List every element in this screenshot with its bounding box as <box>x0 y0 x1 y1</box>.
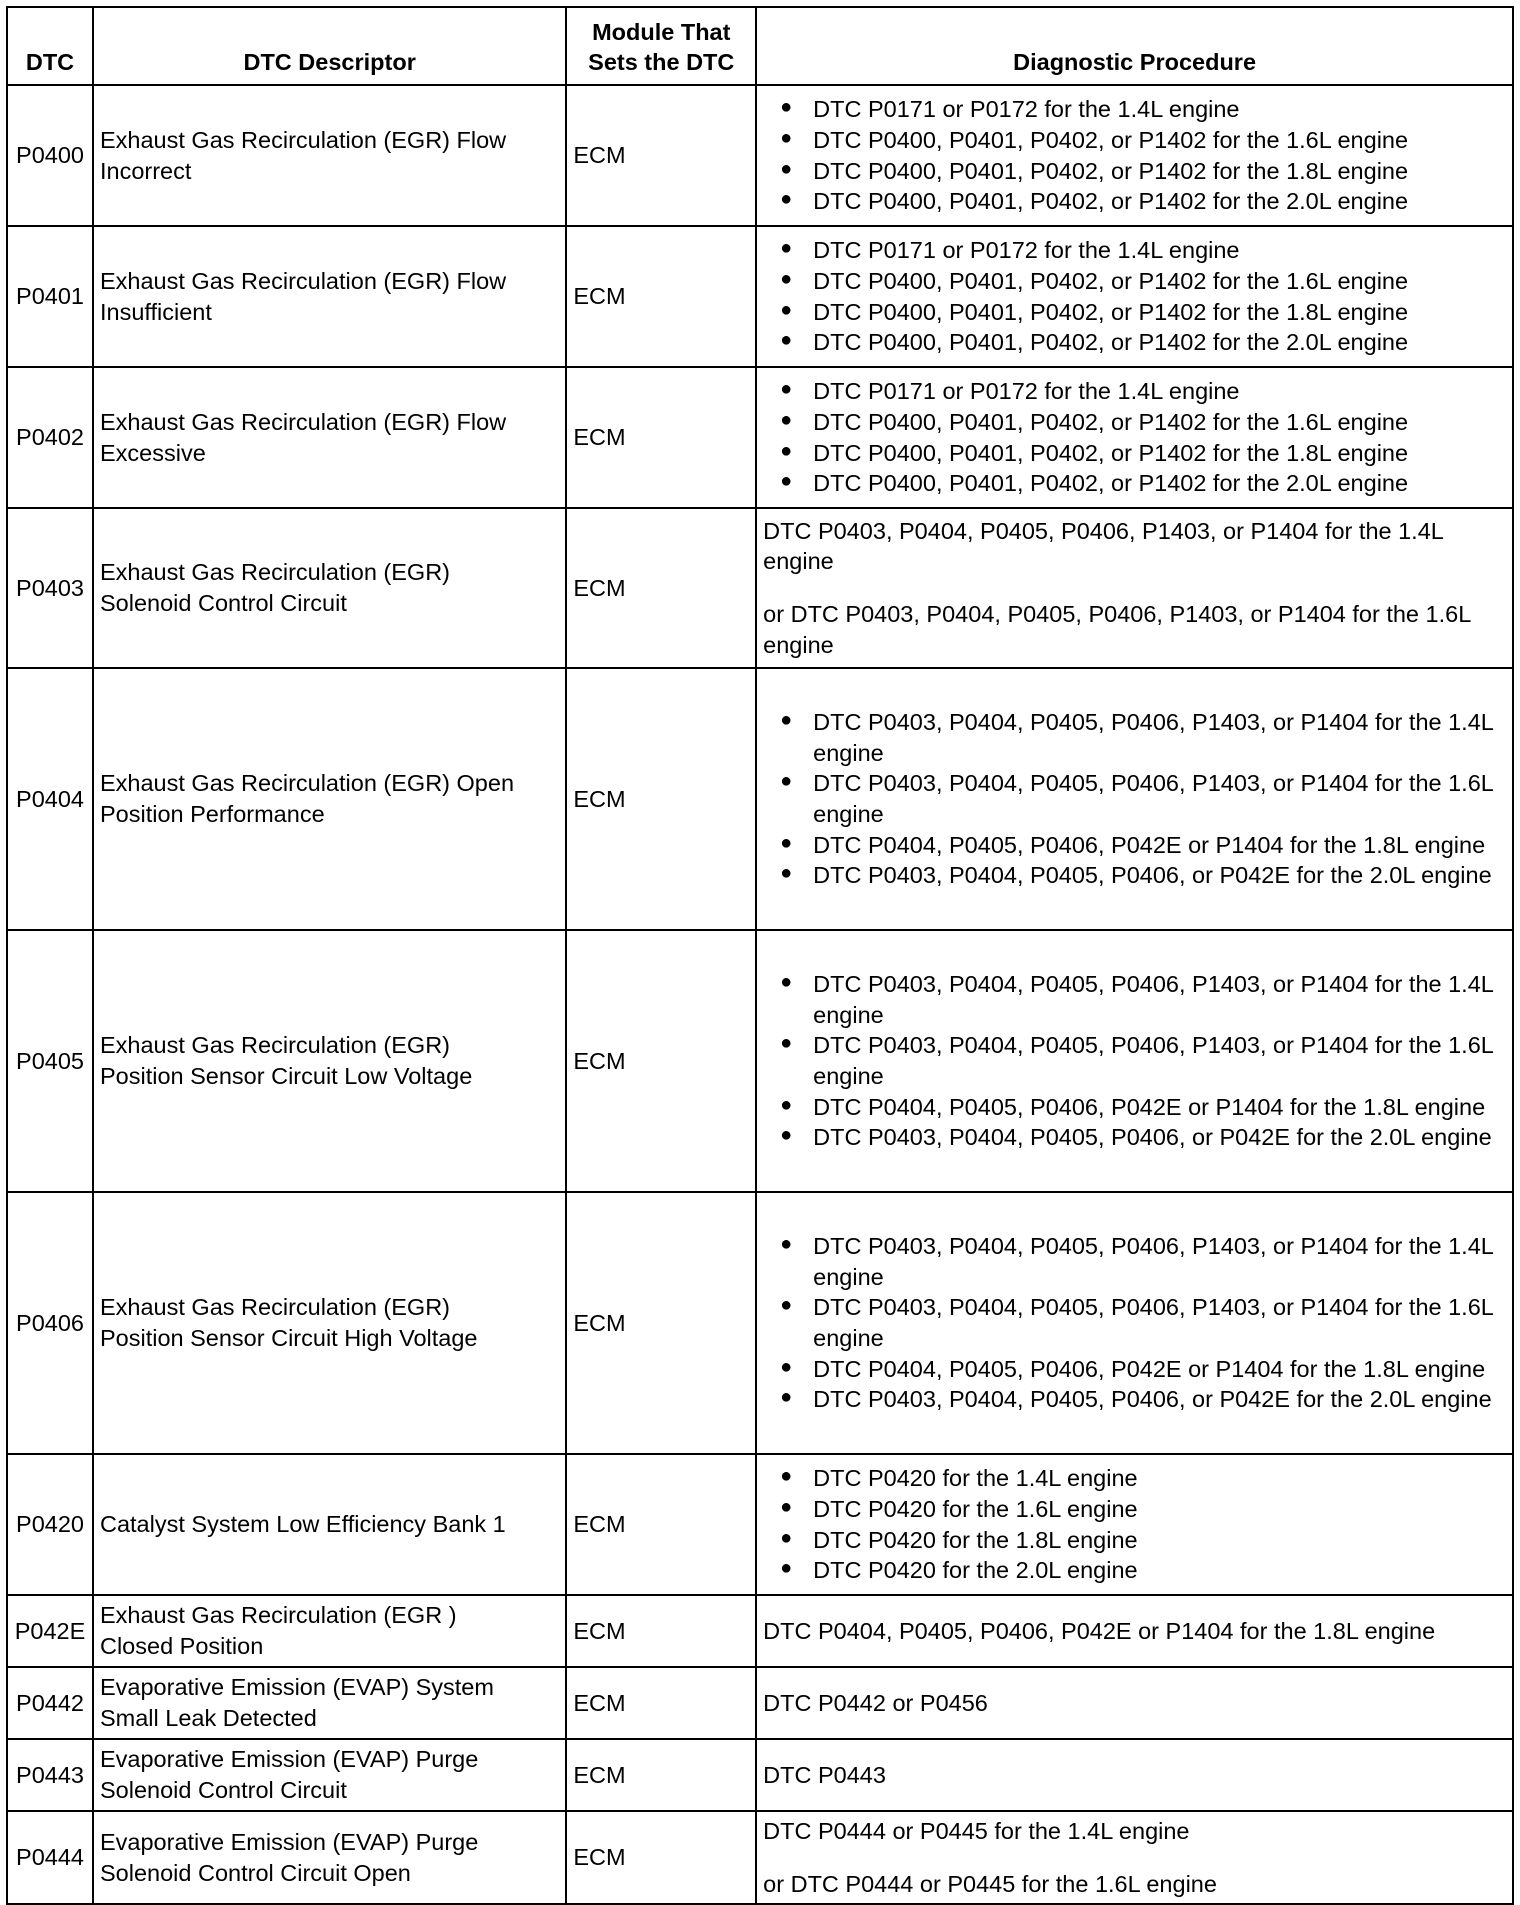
procedure-list <box>763 376 1506 498</box>
module-cell: ECM <box>566 226 756 367</box>
procedure-item: ● DTC P0403, P0404, P0405, P0406, or P042E for the 2.0L engine <box>813 860 1506 891</box>
dtc-code: P0401 <box>7 226 93 367</box>
dtc-code: P0404 <box>7 668 93 930</box>
dtc-descriptor <box>93 367 566 508</box>
dtc-code: P0402 <box>7 367 93 508</box>
dtc-descriptor <box>93 1192 566 1454</box>
descriptor-line: Insufficient <box>99 298 212 325</box>
diagnostic-procedure <box>756 668 1513 930</box>
procedure-item: ● DTC P0403, P0404, P0405, P0406, P1403, or P1404 for the 1.6L engine <box>813 1292 1506 1353</box>
header-procedure: Diagnostic Procedure <box>756 7 1513 85</box>
table-row <box>7 226 1513 367</box>
descriptor-line: Exhaust Gas Recirculation (EGR) <box>99 1032 450 1059</box>
dtc-code: P0420 <box>7 1454 93 1595</box>
diagnostic-procedure <box>756 1739 1513 1811</box>
module-cell: ECM <box>566 367 756 508</box>
table-row <box>7 668 1513 930</box>
descriptor-line: Position Performance <box>99 801 325 827</box>
procedure-list <box>763 235 1506 357</box>
descriptor-line: Position Sensor Circuit High Voltage <box>99 1325 478 1351</box>
dtc-code: P0443 <box>7 1739 93 1811</box>
descriptor-line: Exhaust Gas Recirculation (EGR) Open <box>99 770 515 797</box>
descriptor-line: Exhaust Gas Recirculation (EGR) Flow <box>99 126 507 153</box>
dtc-descriptor <box>93 1595 566 1667</box>
dtc-descriptor <box>93 930 566 1192</box>
dtc-descriptor <box>93 1739 566 1811</box>
procedure-item: ● DTC P0171 or P0172 for the 1.4L engine <box>813 94 1506 125</box>
module-cell: ECM <box>566 85 756 226</box>
descriptor-line: Solenoid Control Circuit <box>99 1777 347 1803</box>
module-cell: ECM <box>566 1454 756 1595</box>
procedure-item: ● DTC P0404, P0405, P0406, P042E or P1404 for the 1.8L engine <box>813 1092 1506 1123</box>
procedure-text: or DTC P0444 or P0445 for the 1.6L engine <box>763 1870 1217 1897</box>
module-cell: ECM <box>566 1595 756 1667</box>
procedure-list <box>763 1231 1506 1414</box>
header-dtc: DTC <box>7 7 93 85</box>
procedure-item: ● DTC P0420 for the 1.4L engine <box>813 1463 1506 1494</box>
header-descriptor: DTC Descriptor <box>93 7 566 85</box>
descriptor-line: Solenoid Control Circuit <box>99 590 347 616</box>
dtc-code: P042E <box>7 1595 93 1667</box>
header-module-line1: Module That <box>592 18 731 45</box>
procedure-item: ● DTC P0404, P0405, P0406, P042E or P1404 for the 1.8L engine <box>813 1354 1506 1385</box>
descriptor-line: Exhaust Gas Recirculation (EGR) <box>99 1294 450 1321</box>
procedure-item: ● DTC P0400, P0401, P0402, or P1402 for the 1.8L engine <box>813 438 1506 469</box>
procedure-text: DTC P0403, P0404, P0405, P0406, P1403, or P1404 for the 1.4L engine <box>763 517 1443 575</box>
dtc-descriptor <box>93 508 566 668</box>
table-row <box>7 1454 1513 1595</box>
dtc-descriptor <box>93 1811 566 1904</box>
table-row <box>7 1192 1513 1454</box>
header-module <box>566 7 756 85</box>
diagnostic-procedure <box>756 1667 1513 1739</box>
procedure-list <box>763 707 1506 890</box>
table-row <box>7 930 1513 1192</box>
dtc-descriptor <box>93 668 566 930</box>
procedure-item: ● DTC P0403, P0404, P0405, P0406, P1403, or P1404 for the 1.4L engine <box>813 1231 1506 1292</box>
diagnostic-procedure <box>756 367 1513 508</box>
diagnostic-procedure <box>756 508 1513 668</box>
descriptor-line: Exhaust Gas Recirculation (EGR) Flow <box>99 267 507 294</box>
procedure-item: ● DTC P0400, P0401, P0402, or P1402 for the 1.6L engine <box>813 125 1506 156</box>
diagnostic-procedure <box>756 1192 1513 1454</box>
table-row <box>7 1595 1513 1667</box>
procedure-item: ● DTC P0400, P0401, P0402, or P1402 for the 1.6L engine <box>813 266 1506 297</box>
descriptor-line: Exhaust Gas Recirculation (EGR) <box>99 559 450 586</box>
procedure-item: ● DTC P0404, P0405, P0406, P042E or P1404 for the 1.8L engine <box>813 830 1506 861</box>
dtc-descriptor <box>93 226 566 367</box>
procedure-item: ● DTC P0400, P0401, P0402, or P1402 for the 1.8L engine <box>813 156 1506 187</box>
table-row <box>7 508 1513 668</box>
diagnostic-procedure <box>756 930 1513 1192</box>
descriptor-line: Catalyst System Low Efficiency Bank 1 <box>99 1511 506 1538</box>
descriptor-line: Incorrect <box>99 157 192 184</box>
procedure-text: DTC P0404, P0405, P0406, P042E or P1404 for the 1.8L engine <box>763 1617 1436 1644</box>
module-cell: ECM <box>566 1811 756 1904</box>
table-row <box>7 85 1513 226</box>
table-row <box>7 1739 1513 1811</box>
descriptor-line: Closed Position <box>99 1633 264 1659</box>
dtc-descriptor <box>93 1454 566 1595</box>
dtc-code: P0405 <box>7 930 93 1192</box>
procedure-item: ● DTC P0403, P0404, P0405, P0406, P1403, or P1404 for the 1.4L engine <box>813 969 1506 1030</box>
table-row <box>7 367 1513 508</box>
procedure-item: ● DTC P0403, P0404, P0405, P0406, P1403, or P1404 for the 1.6L engine <box>813 768 1506 829</box>
procedure-list <box>763 94 1506 216</box>
dtc-descriptor <box>93 85 566 226</box>
module-cell: ECM <box>566 930 756 1192</box>
dtc-table-body <box>7 85 1513 1904</box>
module-cell: ECM <box>566 1739 756 1811</box>
descriptor-line: Evaporative Emission (EVAP) System <box>99 1674 494 1701</box>
procedure-item: ● DTC P0420 for the 1.8L engine <box>813 1525 1506 1556</box>
descriptor-line: Exhaust Gas Recirculation (EGR ) <box>99 1602 457 1629</box>
module-cell: ECM <box>566 1192 756 1454</box>
procedure-item: ● DTC P0420 for the 2.0L engine <box>813 1555 1506 1586</box>
diagnostic-procedure <box>756 1811 1513 1904</box>
diagnostic-procedure <box>756 1595 1513 1667</box>
header-module-line2: Sets the DTC <box>588 49 735 76</box>
descriptor-line: Solenoid Control Circuit Open <box>99 1859 411 1886</box>
dtc-code: P0403 <box>7 508 93 668</box>
procedure-item: ● DTC P0400, P0401, P0402, or P1402 for the 2.0L engine <box>813 186 1506 217</box>
diagnostic-procedure <box>756 1454 1513 1595</box>
table-row <box>7 1811 1513 1904</box>
module-cell: ECM <box>566 668 756 930</box>
diagnostic-procedure <box>756 226 1513 367</box>
descriptor-line: Small Leak Detected <box>99 1705 317 1731</box>
procedure-item: ● DTC P0420 for the 1.6L engine <box>813 1494 1506 1525</box>
descriptor-line: Evaporative Emission (EVAP) Purge <box>99 1746 479 1773</box>
procedure-item: ● DTC P0400, P0401, P0402, or P1402 for the 2.0L engine <box>813 327 1506 358</box>
procedure-text: DTC P0442 or P0456 <box>763 1689 988 1716</box>
procedure-text: DTC P0443 <box>763 1761 886 1788</box>
dtc-descriptor <box>93 1667 566 1739</box>
table-row <box>7 1667 1513 1739</box>
procedure-item: ● DTC P0400, P0401, P0402, or P1402 for the 1.6L engine <box>813 407 1506 438</box>
procedure-item: ● DTC P0403, P0404, P0405, P0406, or P042E for the 2.0L engine <box>813 1384 1506 1415</box>
procedure-item: ● DTC P0403, P0404, P0405, P0406, P1403, or P1404 for the 1.4L engine <box>813 707 1506 768</box>
procedure-item: ● DTC P0400, P0401, P0402, or P1402 for the 1.8L engine <box>813 297 1506 328</box>
dtc-code: P0406 <box>7 1192 93 1454</box>
dtc-code: P0442 <box>7 1667 93 1739</box>
procedure-item: ● DTC P0400, P0401, P0402, or P1402 for the 2.0L engine <box>813 468 1506 499</box>
dtc-code: P0400 <box>7 85 93 226</box>
procedure-item: ● DTC P0171 or P0172 for the 1.4L engine <box>813 235 1506 266</box>
procedure-item: ● DTC P0403, P0404, P0405, P0406, P1403, or P1404 for the 1.6L engine <box>813 1030 1506 1091</box>
header-row <box>7 7 1513 85</box>
descriptor-line: Evaporative Emission (EVAP) Purge <box>99 1829 479 1855</box>
descriptor-line: Position Sensor Circuit Low Voltage <box>99 1063 473 1089</box>
dtc-table <box>6 6 1514 1905</box>
dtc-code: P0444 <box>7 1811 93 1904</box>
procedure-list <box>763 1463 1506 1585</box>
diagnostic-procedure <box>756 85 1513 226</box>
procedure-text: DTC P0444 or P0445 for the 1.4L engine <box>763 1818 1190 1844</box>
descriptor-line: Excessive <box>99 439 206 466</box>
module-cell: ECM <box>566 1667 756 1739</box>
procedure-item: ● DTC P0171 or P0172 for the 1.4L engine <box>813 376 1506 407</box>
descriptor-line: Exhaust Gas Recirculation (EGR) Flow <box>99 408 507 435</box>
procedure-item: ● DTC P0403, P0404, P0405, P0406, or P042E for the 2.0L engine <box>813 1122 1506 1153</box>
procedure-text: or DTC P0403, P0404, P0405, P0406, P1403, or P1404 for the 1.6L engine <box>763 601 1471 658</box>
procedure-list <box>763 969 1506 1152</box>
module-cell: ECM <box>566 508 756 668</box>
